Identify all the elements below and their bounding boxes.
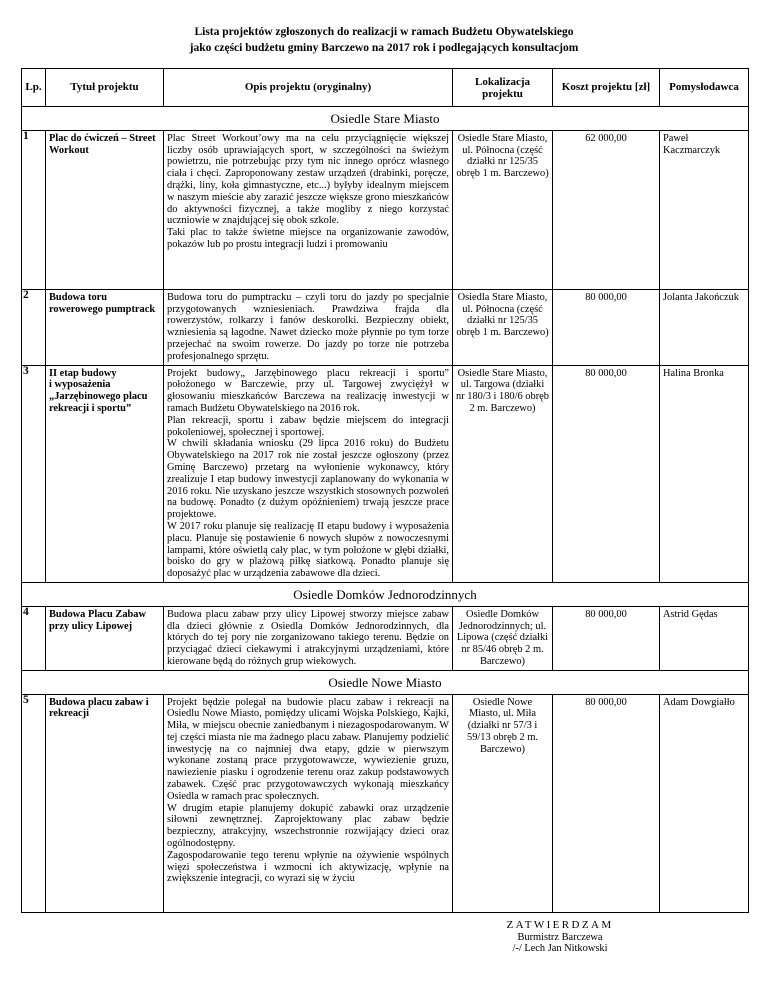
cell-lp: 5 — [22, 694, 46, 912]
approval-signature: /-/ Lech Jan Nitkowski — [512, 943, 608, 954]
page-title-line-2: jako części budżetu gminy Barczewo na 2017 rok i podlegających konsultacjom — [189, 42, 579, 54]
cell-cost: 80 000,00 — [553, 694, 660, 912]
cell-cost: 62 000,00 — [553, 130, 660, 289]
projects-table — [21, 68, 749, 913]
approval-heading: ZATWIERDZAM — [506, 919, 614, 931]
cell-cost: 80 000,00 — [553, 365, 660, 582]
cell-author: Halina Bronka — [660, 365, 749, 582]
cell-title: Plac do ćwiczeń – Street Workout — [46, 130, 164, 289]
approval-block — [495, 920, 625, 955]
table-row — [22, 694, 749, 912]
page-title — [0, 24, 768, 56]
cell-title: Budowa toru rowerowego pumptrack — [46, 289, 164, 365]
cell-lp: 4 — [22, 606, 46, 670]
cell-location: Osiedle Stare Miasto, ul. Północna (część działki nr 125/35 obręb 1 m. Barczewo) — [453, 130, 553, 289]
cell-location: Osiedle Domków Jednorodzinnych; ul. Lipowa (część działki nr 85/46 obręb 2 m. Barczewo) — [453, 606, 553, 670]
cell-description: Projekt budowy„ Jarzębinowego placu rekreacji i sportu” położonego w Barczewie, przy ul. Targowej zwyciężył w głosowaniu mieszkańców Barczewa na realizację inwestycji w ramach Budżetu Obywatelskiego na 2016 rok. Plan rekreacji, sportu i zabaw będzie miejscem do integracji pokoleniowej, społecznej i sportowej. W chwili składania wniosku (29 lipca 2016 roku) do Budżetu Obywatelskiego na 2017 rok nie został jeszcze ogłoszony (przez Gminę Barczewo) przetarg na wyłonienie wykonawcy, który zrealizuje I etap budowy inwestycji zaplanowany do wykonania w 2016 roku. Nie uzyskano jeszcze wszystkich stosownych pozwoleń na budowę. Ponadto (z dużym opóźnieniem) trwają jeszcze prace projektowe. W 2017 roku planuje się realizację II etapu budowy i wyposażenia placu. Planuje się postawienie 6 nowych słupów z nowoczesnymi lampami, które oświetlą cały plac, w tym położone w głębi działki, boisko do gry w plażową piłkę siatkową. Ponadto planuje się doposażyć plac w urządzenia zabawowe dla dzieci. — [164, 365, 453, 582]
cell-description: Budowa toru do pumptracku – czyli toru do jazdy po specjalnie przygotowanych wzniesieniach. Prawdziwa frajda dla rowerzystów, rolkarzy i fanów deskorolki. Bezpieczny obiekt, wzniesienia są łagodne. Nawet dziecko może płynnie po tym torze przejechać na swoim rowerze. Do jazdy po torze nie potrzeba profesjonalnego sprzętu. — [164, 289, 453, 365]
approval-role: Burmistrz Barczewa — [517, 931, 603, 943]
cell-lp: 2 — [22, 289, 46, 365]
section-row — [22, 670, 749, 694]
section-title: Osiedle Stare Miasto — [22, 107, 749, 131]
cell-location: Osiedle Nowe Miasto, ul. Miła (działki nr 57/3 i 59/13 obręb 2 m. Barczewo) — [453, 694, 553, 912]
table-row — [22, 289, 749, 365]
section-title: Osiedle Domków Jednorodzinnych — [22, 582, 749, 606]
description-text: Projekt będzie polegał na budowie placu zabaw i rekreacji na Osiedlu Nowe Miasto, pomiędzy ulicami Wojska Polskiego, Kajki, Miła, w miejscu obecnie zaniedbanym i niezagospodarowanym. W tej części miasta nie ma żadnego placu zabaw. Planujemy podzielić inwestycję na co najmniej dwa etapy, gdzie w pierwszym wykonane zostaną prace przygotowawcze, wywiezienie gruzu, nawiezienie piasku i ogrodzenie terenu oraz zakup podstawowych zabawek. Część prac przygotowawczych wykonają mieszkańcy Osiedla w ramach prac społecznych. W drugim etapie planujemy dokupić zabawki oraz urządzenie siłowni zewnętrznej. Zaprojektowany plac zabaw będzie bezpieczny, atrakcyjny, wszechstronnie rozwijający dzieci oraz ogólnodostępny. Zagospodarowanie tego terenu wpłynie na ożywienie wspólnych więzi społeczeństwa i wzmocni ich aktywizację, wpłynie na zwiększenie integracji, co wyrazi się w życiu — [167, 696, 449, 885]
table-row — [22, 365, 749, 582]
table-header-row — [22, 69, 749, 107]
header-location: Lokalizacja projektu — [453, 69, 553, 107]
header-cost: Koszt projektu [zł] — [553, 69, 660, 107]
section-row — [22, 107, 749, 131]
cell-author: Paweł Kaczmarczyk — [660, 130, 749, 289]
section-title: Osiedle Nowe Miasto — [22, 670, 749, 694]
header-desc: Opis projektu (oryginalny) — [164, 69, 453, 107]
cell-cost: 80 000,00 — [553, 606, 660, 670]
cell-title: II etap budowy i wyposażenia „Jarzębinowego placu rekreacji i sportu” — [46, 365, 164, 582]
cell-location: Osiedla Stare Miasto, ul. Północna (część działki nr 125/35 obręb 1 m. Barczewo) — [453, 289, 553, 365]
page-title-line-1: Lista projektów zgłoszonych do realizacji w ramach Budżetu Obywatelskiego — [194, 26, 574, 38]
header-author: Pomysłodawca — [660, 69, 749, 107]
cell-description — [164, 130, 453, 289]
cell-description: Budowa placu zabaw przy ulicy Lipowej stworzy miejsce zabaw dla dzieci głównie z Osiedla Domków Jednorodzinnych, dla których do tej pory nie zorganizowano takiego terenu. Będzie on przyciągać dzieci ciekawymi i atrakcyjnymi urządzeniami, które kierowane będą do różnych grup wiekowych. — [164, 606, 453, 670]
cell-cost: 80 000,00 — [553, 289, 660, 365]
cell-title: Budowa placu zabaw i rekreacji — [46, 694, 164, 912]
section-row — [22, 582, 749, 606]
cell-lp: 3 — [22, 365, 46, 582]
cell-author: Jolanta Jakończuk — [660, 289, 749, 365]
cell-title: Budowa Placu Zabaw przy ulicy Lipowej — [46, 606, 164, 670]
cell-description — [164, 694, 453, 912]
header-lp: Lp. — [22, 69, 46, 107]
cell-author: Astrid Gędas — [660, 606, 749, 670]
header-title: Tytuł projektu — [46, 69, 164, 107]
description-text: Plac Street Workout’owy ma na celu przyciągnięcie większej liczby osób uprawiających sport, w szczególności na świeżym powietrzu, nie potrzebując przy tym nic innego oprócz własnego ciała i chęci. Zaproponowany zestaw urządzeń (drabinki, poręcze, drążki, liny, koła gimnastyczne, etc...) byłyby idealnym miejscem w naszym mieście aby zarazić jeszcze większe grono mieszkańców do aktywności fizycznej, a także mogliby z niego korzystać uczniowie w znajdującej się obok szkole. Taki plac to także świetne miejsce na organizowanie zawodów, pokazów lub po prostu integracji ludzi i promowaniu — [167, 132, 449, 250]
cell-author: Adam Dowgiałło — [660, 694, 749, 912]
table-row — [22, 606, 749, 670]
cell-lp: 1 — [22, 130, 46, 289]
cell-location: Osiedle Stare Miasto, ul. Targowa (działki nr 180/3 i 180/6 obręb 2 m. Barczewo) — [453, 365, 553, 582]
table-row — [22, 130, 749, 289]
